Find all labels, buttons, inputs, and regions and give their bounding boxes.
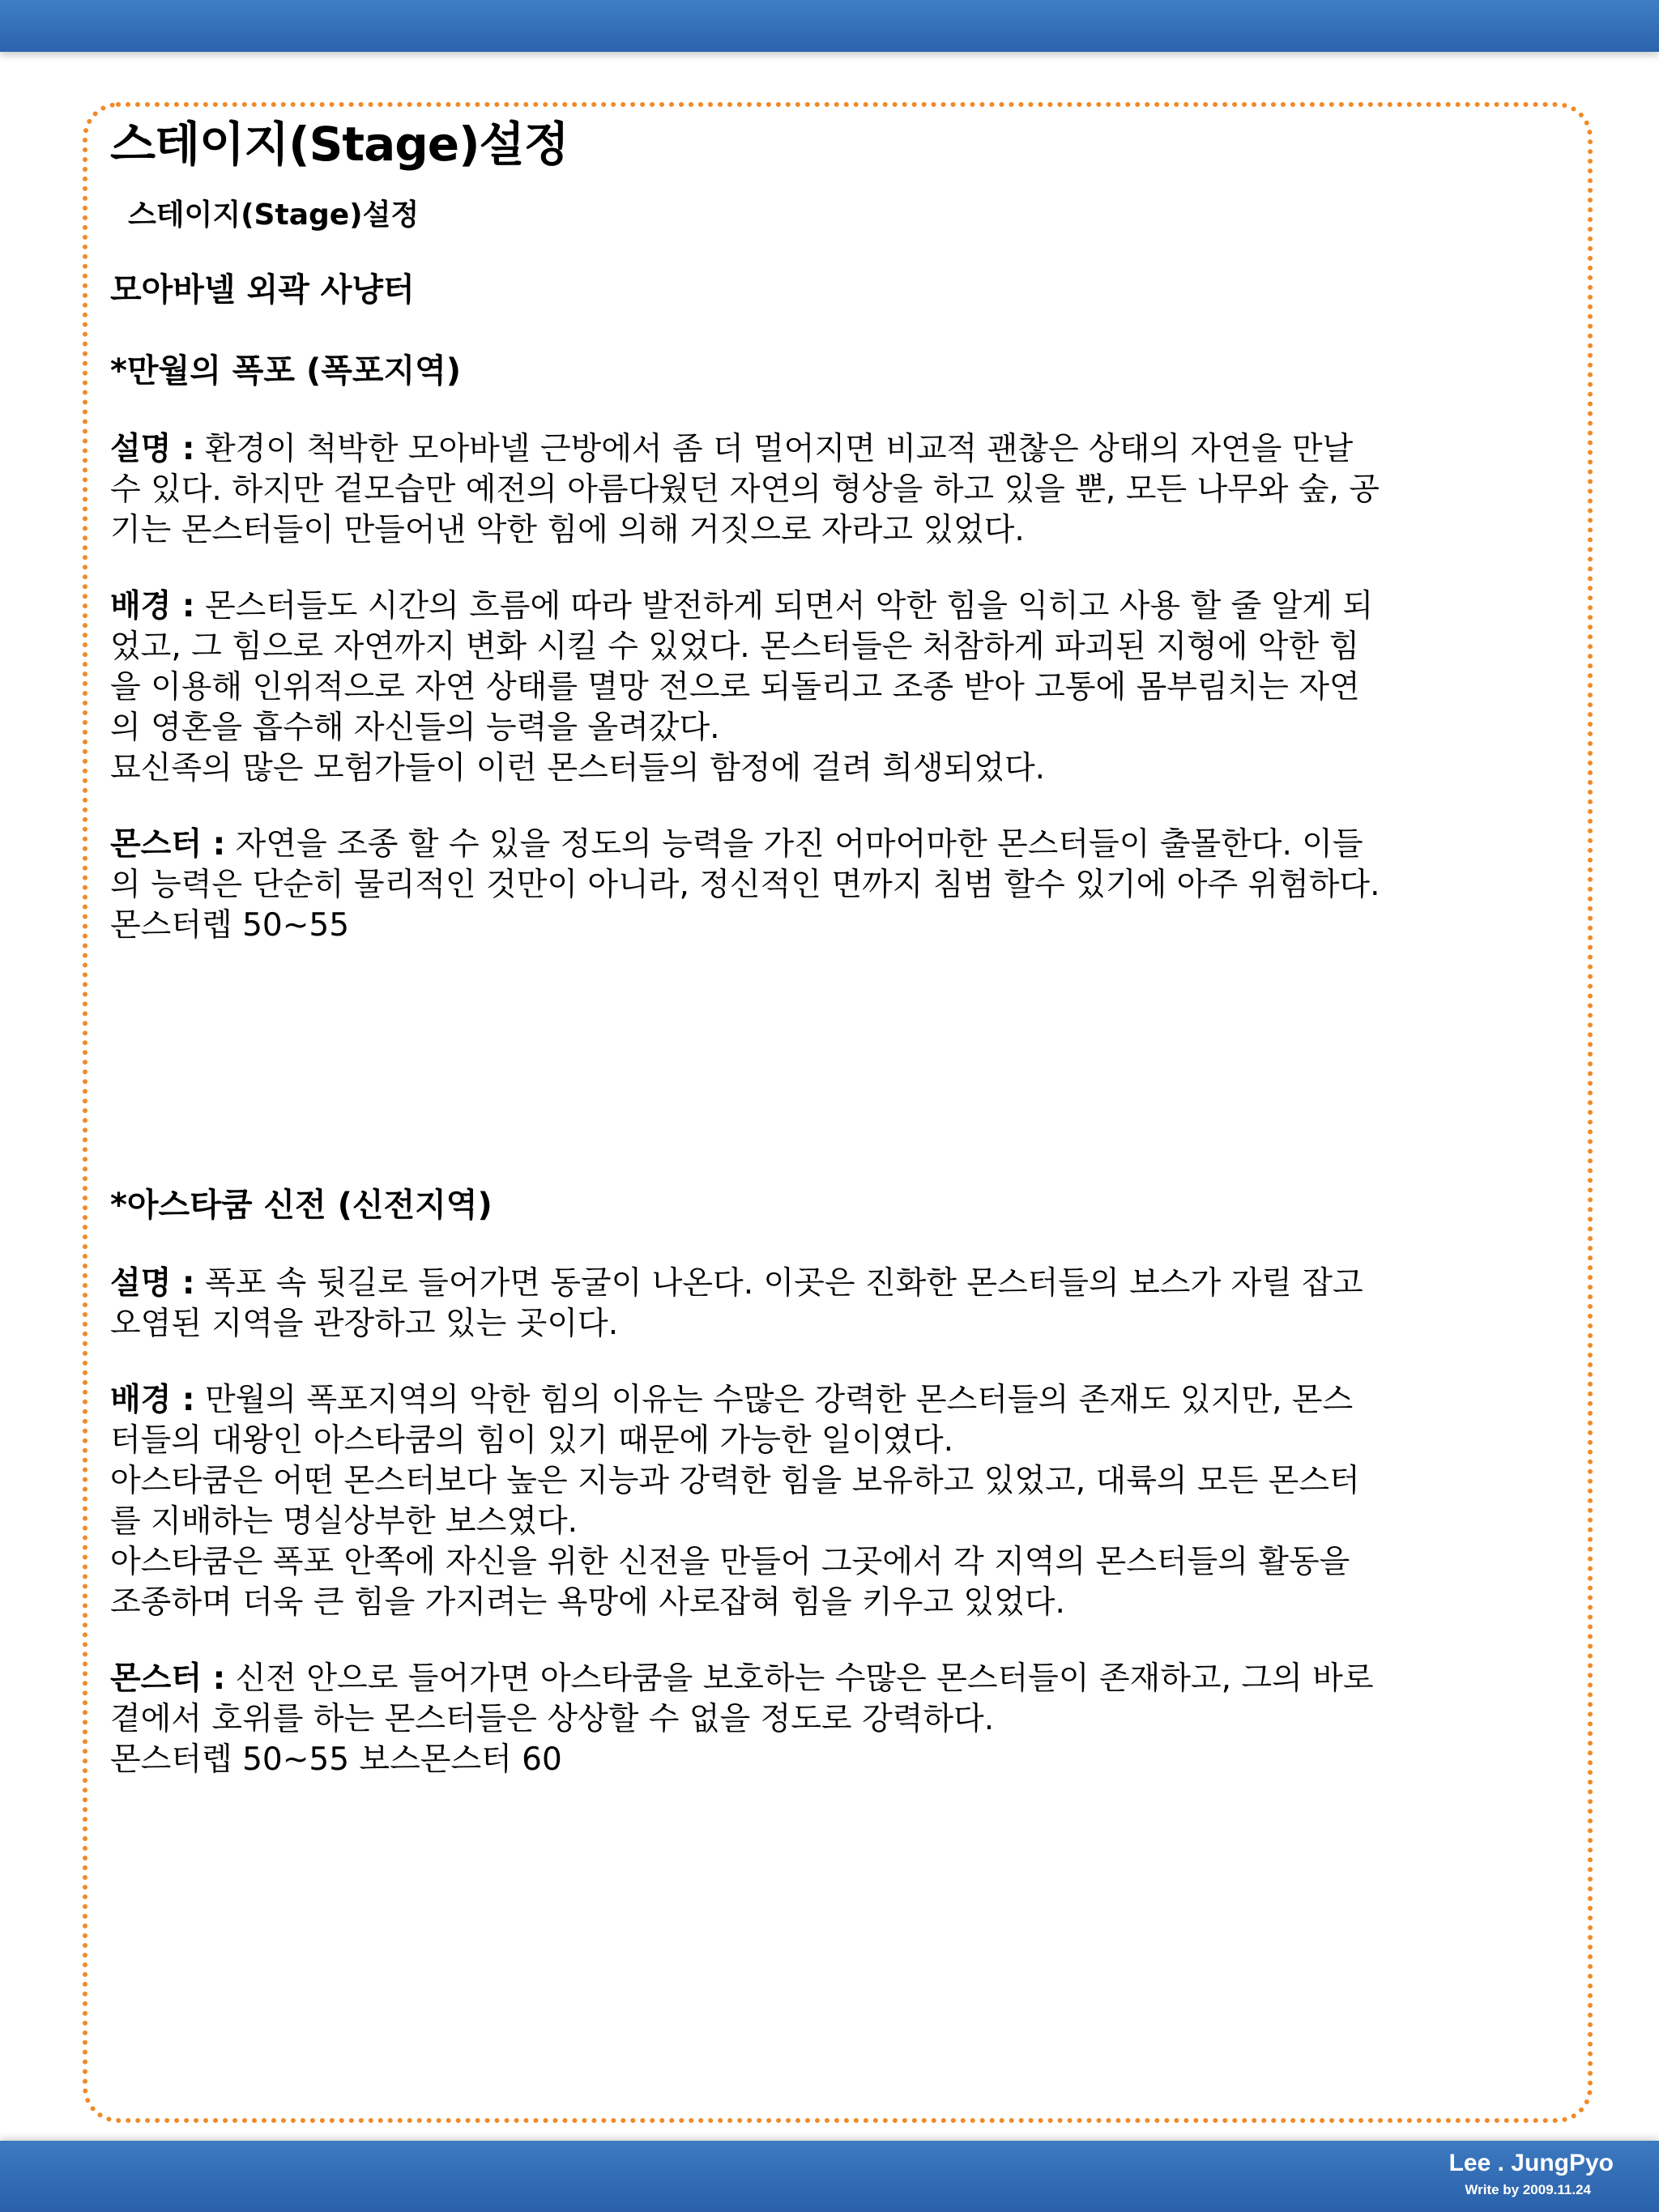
description-label: 설명 :: [110, 431, 195, 467]
top-bar: [0, 0, 1659, 52]
text-span: 자연을 조종 할 수 있을 정도의 능력을 가진 어마어마한 몬스터들이 출몰한다. 이들: [235, 826, 1363, 863]
text-line: 묘신족의 많은 모험가들이 이런 몬스터들의 함정에 걸려 희생되었다.: [110, 750, 1046, 786]
monster-label: 몬스터 :: [110, 826, 226, 863]
text-line: 오염된 지역을 관장하고 있는 곳이다.: [110, 1306, 619, 1342]
document-content: [110, 113, 1503, 1780]
text-line: [110, 825, 1503, 865]
area-name: 모아바넬 외곽 사냥터: [110, 271, 415, 309]
zone-section-waterfall: [110, 348, 1503, 946]
zone-title: *아스타쿰 신전 (신전지역): [110, 1187, 493, 1224]
text-line: 기는 몬스터들이 만들어낸 악한 힘에 의해 거짓으로 자라고 있었다.: [110, 512, 1025, 548]
text-line: 곁에서 호위를 하는 몬스터들은 상상할 수 없을 정도로 강력하다.: [110, 1701, 995, 1737]
monster-level: 몬스터렙 50~55 보스몬스터 60: [110, 1741, 562, 1778]
text-line: 를 지배하는 명실상부한 보스였다.: [110, 1503, 578, 1540]
text-line: 수 있다. 하지만 겉모습만 예전의 아름다웠던 자연의 형상을 하고 있을 뿐, 모든 나무와 숲, 공: [110, 471, 1380, 508]
text-span: 폭포 속 뒷길로 들어가면 동굴이 나온다. 이곳은 진화한 몬스터들의 보스가 자릴 잡고: [204, 1265, 1363, 1302]
bottom-bar: [0, 2141, 1659, 2212]
zone-title: *만월의 폭포 (폭포지역): [110, 352, 462, 390]
text-span: 몬스터들도 시간의 흐름에 따라 발전하게 되면서 악한 힘을 익히고 사용 할 줄 알게 되: [204, 588, 1374, 624]
background-paragraph: [110, 1380, 1503, 1623]
text-line: 아스타쿰은 폭포 안쪽에 자신을 위한 신전을 만들어 그곳에서 각 지역의 몬스터들의 활동을: [110, 1544, 1350, 1580]
monster-paragraph: [110, 1659, 1503, 1780]
text-span: 만월의 폭포지역의 악한 힘의 이유는 수많은 강력한 몬스터들의 존재도 있지만, 몬스: [204, 1382, 1354, 1418]
text-line: [110, 586, 1503, 627]
text-line: 의 능력은 단순히 물리적인 것만이 아니라, 정신적인 면까지 침범 할수 있기에 아주 위험하다.: [110, 867, 1380, 903]
text-line: [110, 1380, 1503, 1421]
description-label: 설명 :: [110, 1265, 195, 1302]
text-line: [110, 1659, 1503, 1699]
text-line: 의 영혼을 흡수해 자신들의 능력을 올려갔다.: [110, 710, 720, 746]
monster-paragraph: [110, 825, 1503, 946]
description-paragraph: [110, 429, 1503, 551]
page-subtitle: 스테이지(Stage)설정: [128, 198, 420, 232]
text-span: 환경이 척박한 모아바넬 근방에서 좀 더 멀어지면 비교적 괜찮은 상태의 자연을 만날: [204, 431, 1354, 467]
background-label: 배경 :: [110, 1382, 195, 1418]
monster-level: 몬스터렙 50~55: [110, 907, 350, 944]
text-line: [110, 1264, 1503, 1304]
text-line: 아스타쿰은 어떤 몬스터보다 높은 지능과 강력한 힘을 보유하고 있었고, 대륙의 모든 몬스터: [110, 1463, 1360, 1499]
text-line: 터들의 대왕인 아스타쿰의 힘이 있기 때문에 가능한 일이였다.: [110, 1422, 954, 1459]
description-paragraph: [110, 1264, 1503, 1345]
background-paragraph: [110, 586, 1503, 789]
write-date: Write by 2009.11.24: [1465, 2182, 1591, 2197]
text-span: 신전 안으로 들어가면 아스타쿰을 보호하는 수많은 몬스터들이 존재하고, 그의 바로: [235, 1660, 1374, 1697]
text-line: 을 이용해 인위적으로 자연 상태를 멸망 전으로 되돌리고 조종 받아 고통에 몸부림치는 자연: [110, 669, 1360, 705]
text-line: 조종하며 더욱 큰 힘을 가지려는 욕망에 사로잡혀 힘을 키우고 있었다.: [110, 1584, 1065, 1621]
author-name: Lee . JungPyo: [1448, 2150, 1614, 2176]
text-line: 었고, 그 힘으로 자연까지 변화 시킬 수 있었다. 몬스터들은 처참하게 파괴된 지형에 악한 힘: [110, 629, 1360, 665]
zone-section-temple: [110, 1183, 1503, 1780]
background-label: 배경 :: [110, 588, 195, 624]
text-line: [110, 429, 1503, 470]
page-title: 스테이지(Stage)설정: [110, 117, 569, 172]
monster-label: 몬스터 :: [110, 1660, 226, 1697]
